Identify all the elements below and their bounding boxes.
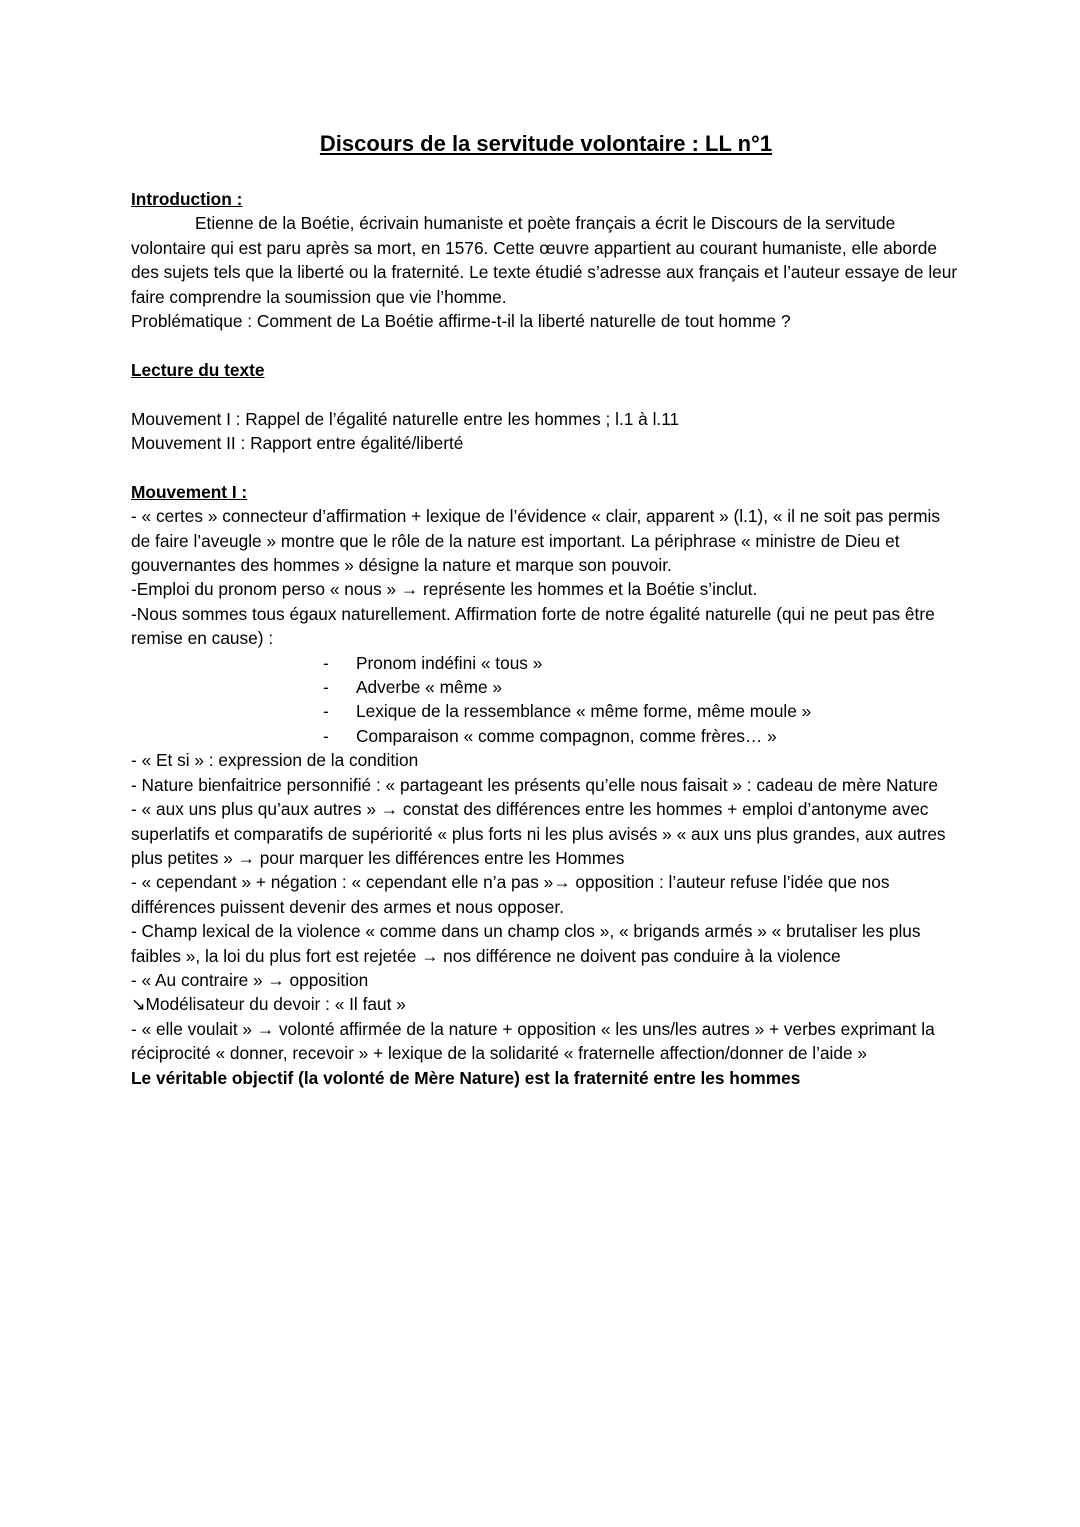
bullet-list <box>131 651 961 749</box>
spacer <box>131 333 961 357</box>
dash-marker: - <box>323 725 329 746</box>
bullet-item: - Pronom indéfini « tous » <box>131 651 961 675</box>
mouvement-1-label: Mouvement I : Rappel de l’égalité naturelle entre les hommes ; l.1 à l.11 <box>131 408 680 429</box>
lecture-heading: Lecture du texte <box>131 359 265 380</box>
dash-marker: - <box>323 652 329 673</box>
dash-marker: - <box>323 677 329 698</box>
spacer <box>131 455 961 479</box>
bullet-item: - Lexique de la ressemblance « même forme, même moule » <box>131 699 961 723</box>
document-title: Discours de la servitude volontaire : LL n°1 <box>319 131 773 156</box>
mouvement-2-label: Mouvement II : Rapport entre égalité/liberté <box>131 433 464 454</box>
mouvement-i-heading: Mouvement I : <box>131 481 248 502</box>
analysis-paragraph: -Emploi du pronom perso « nous » → représente les hommes et la Boétie s’inclut. <box>131 579 758 600</box>
problematique: Problématique : Comment de La Boétie affirme-t-il la liberté naturelle de tout homme ? <box>131 311 791 332</box>
bullet-item: - Comparaison « comme compagnon, comme frères… » <box>131 724 961 748</box>
analysis-paragraph: -Nous sommes tous égaux naturellement. Affirmation forte de notre égalité naturelle (qui ne peut pas être remise en cause) : <box>131 603 940 649</box>
bullet-item: - Adverbe « même » <box>131 675 961 699</box>
analysis-paragraph: - Champ lexical de la violence « comme dans un champ clos », « brigands armés » « brutaliser les plus faibles », la loi du plus fort est rejetée → nos différence ne doivent pas conduire à la violence <box>131 921 926 966</box>
analysis-paragraph: - « cependant » + négation : « cependant elle n’a pas »→ opposition : l’auteur refuse l’idée que nos différences puissent devenir des armes et nous opposer. <box>131 872 895 917</box>
introduction-heading: Introduction : <box>131 189 243 209</box>
analysis-paragraph: - « Au contraire » → opposition <box>131 969 369 990</box>
analysis-paragraph: - « certes » connecteur d’affirmation + lexique de l’évidence « clair, apparent » (l.1), « il ne soit pas permis de faire l’aveugle » montre que le rôle de la nature est important. La périphrase « ministre de Dieu et gouvernantes des hommes » désigne la nature et marque son pouvoir. <box>131 506 945 576</box>
analysis-paragraph: - « Et si » : expression de la condition <box>131 750 419 771</box>
spacer <box>131 382 961 406</box>
conclusion-statement: Le véritable objectif (la volonté de Mère Nature) est la fraternité entre les hommes <box>131 1067 801 1088</box>
analysis-paragraph: ↘Modélisateur du devoir : « Il faut » <box>131 994 406 1015</box>
analysis-paragraph: - « aux uns plus qu’aux autres » → constat des différences entre les hommes + emploi d’antonyme avec superlatifs et comparatifs de supériorité « plus forts ni les plus avisés » « aux uns plus grandes, aux autres plus petites » → pour marquer les différences entre les Hommes <box>131 799 951 868</box>
dash-marker: - <box>323 701 329 722</box>
analysis-paragraph: - Nature bienfaitrice personnifié : « partageant les présents qu’elle nous faisait » : cadeau de mère Nature <box>131 774 938 795</box>
document-page <box>131 131 961 1090</box>
introduction-paragraph: Etienne de la Boétie, écrivain humaniste et poète français a écrit le Discours de la servitude volontaire qui est paru après sa mort, en 1576. Cette œuvre appartient au courant humaniste, elle aborde des sujets tels que la liberté ou la fraternité. Le texte étudié s’adresse aux français et l’auteur essaye de leur faire comprendre la soumission que vie l’homme. <box>131 213 962 307</box>
analysis-paragraph: - « elle voulait » → volonté affirmée de la nature + opposition « les uns/les autres » + verbes exprimant la réciprocité « donner, recevoir » + lexique de la solidarité « fraternelle affection/donner de l’aide » <box>131 1018 940 1064</box>
